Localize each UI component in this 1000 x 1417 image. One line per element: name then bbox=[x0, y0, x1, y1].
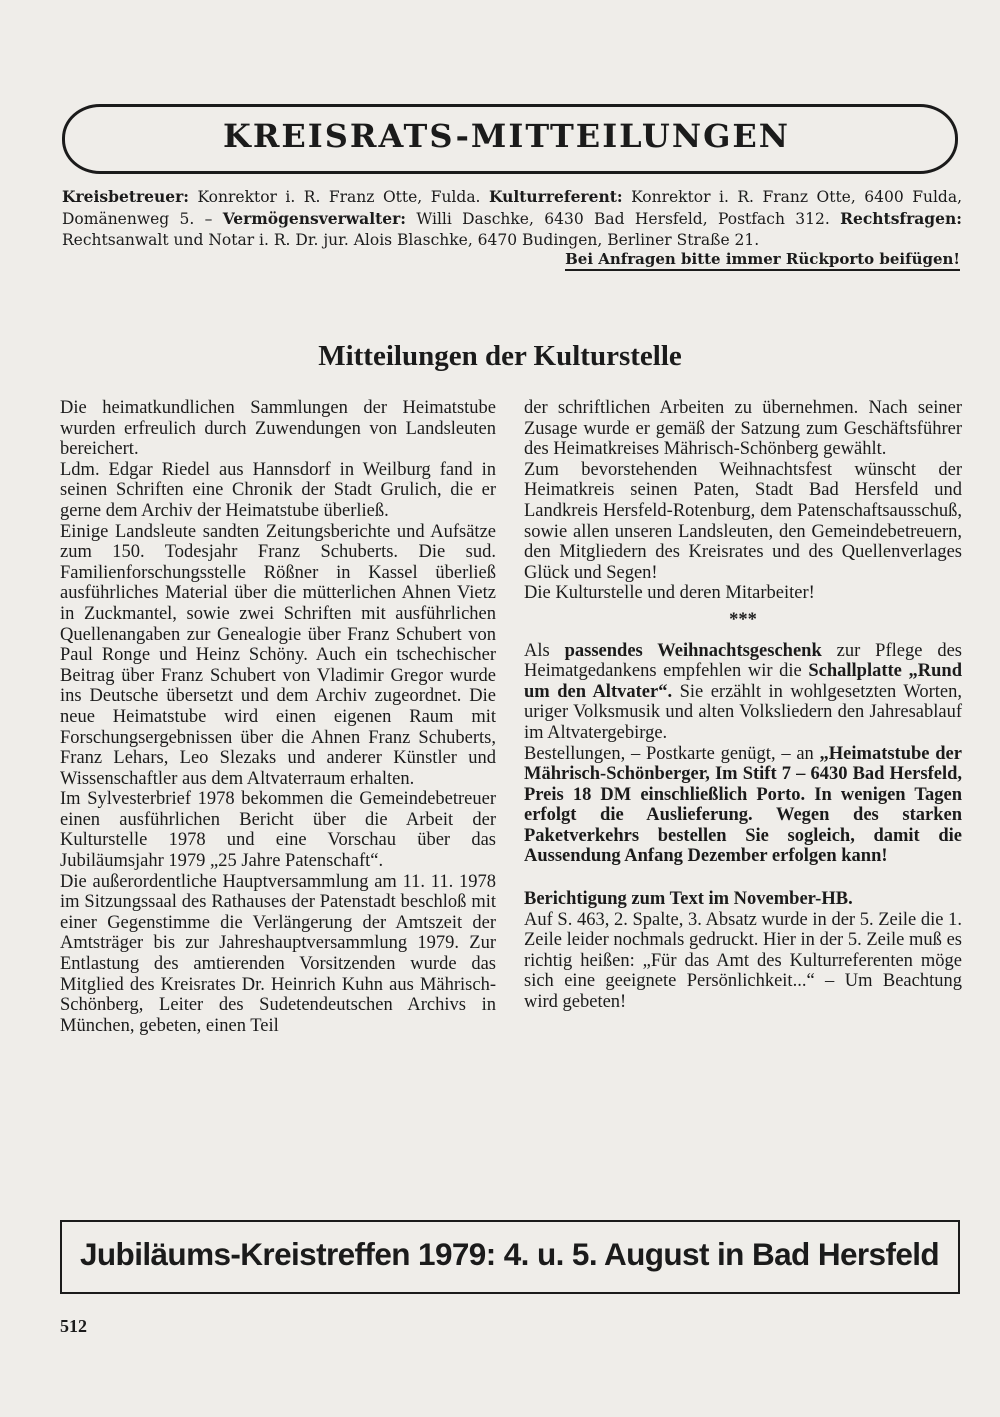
masthead-text-kulturreferent: Konrektor i. R. Franz Otte, 6400 Fulda, Domänenweg 5. – bbox=[62, 188, 962, 228]
paragraph: der schriftlichen Arbeiten zu übernehmen. Nach seiner Zusage wurde er gemäß der Satzung zum Geschäftsführer des Heimatkreises Mährisch-Schönberg gewählt. bbox=[524, 398, 962, 460]
title-banner bbox=[62, 104, 958, 174]
correction-heading bbox=[524, 889, 962, 910]
page-title: KREISRATS-MITTEILUNGEN bbox=[223, 117, 791, 155]
gift-text-2: zur Pflege des Heimatgedankens empfehlen wir die bbox=[524, 640, 962, 682]
return-postage-note: Bei Anfragen bitte immer Rückporto beifügen! bbox=[565, 250, 960, 271]
order-paragraph bbox=[524, 744, 962, 868]
right-column bbox=[524, 398, 962, 1013]
paragraph: Die Kulturstelle und deren Mitarbeiter! bbox=[524, 583, 815, 604]
separator-stars: *** bbox=[729, 609, 757, 630]
gift-paragraph bbox=[524, 641, 962, 744]
paragraph: Ldm. Edgar Riedel aus Hannsdorf in Weilburg fand in seinen Schriften eine Chronik der Stadt Grulich, die er gerne dem Archiv der Heimatstube überließ. bbox=[60, 459, 496, 521]
order-bold: „Heimatstube der Mährisch-Schönberger, Im Stift 7 – 6430 Bad Hersfeld, Preis 18 DM einschließlich Porto. In wenigen Tagen erfolgt die Auslieferung. Wegen des starken Paketverkehrs bestellen Sie sogleich, damit die Aussendung Anfang Dezember erfolgen kann! bbox=[524, 743, 962, 867]
gift-bold-2: Schallplatte „Rund um den Altvater“. bbox=[524, 661, 962, 702]
gift-text-3: Sie erzählt in wohlgesetzten Worten, uriger Volksmusik und alten Volksliedern den Jahresablauf im Altvatergebirge. bbox=[524, 681, 962, 743]
masthead-text-rechtsfragen: Rechtsanwalt und Notar i. R. Dr. jur. Alois Blaschke, 6470 Budingen, Berliner Straße 21. bbox=[62, 231, 760, 249]
masthead-label-kulturreferent: Kulturreferent: bbox=[488, 187, 623, 206]
masthead-label-rechtsfragen: Rechtsfragen: bbox=[840, 209, 962, 228]
reunion-banner-text: Jubiläums-Kreistreffen 1979: 4. u. 5. August in Bad Hersfeld bbox=[80, 1236, 940, 1272]
paragraph: Einige Landsleute sandten Zeitungsberichte und Aufsätze zum 150. Todesjahr Franz Schuberts. Die sud. Familienforschungsstelle Rößner in Kassel überließ ausführliches Material über die mütterlichen Ahnen Vietz in Zuckmantel, sowie zwei Schriften mit ausführlichen Quellenangaben zur Genealogie über Franz Schubert von Paul Ronge und Heinz Schöny. Auch ein tschechischer Beitrag über Franz Schubert von Vladimir Gregor wurde ins Deutsche übersetzt und dem Archiv zugeordnet. Die neue Heimatstube wird einen eigenen Raum mit Forschungsergebnissen über die Ahnen Franz Schuberts, Franz Lehars, Leo Slezaks und anderer Künstler und Wissenschaftler aus dem Altvaterraum erhalten. bbox=[60, 521, 496, 789]
masthead bbox=[62, 186, 962, 251]
correction-title: Berichtigung zum Text im November-HB. bbox=[524, 889, 853, 910]
page-number: 512 bbox=[60, 1316, 87, 1336]
correction-text: Auf S. 463, 2. Spalte, 3. Absatz wurde in der 5. Zeile die 1. Zeile leider nochmals gedruckt. Hier in der 5. Zeile muß es richtig heißen: „Für das Amt des Kulturreferenten möge sich eine geeignete Persönlichkeit...“ – Um Beachtung wird gebeten! bbox=[524, 909, 962, 1013]
masthead-label-vermoegensverwalter: Vermögensverwalter: bbox=[222, 209, 406, 228]
paragraph: Die außerordentliche Hauptversammlung am 11. 11. 1978 im Sitzungssaal des Rathauses der Patenstadt beschloß mit einer Gegenstimme die Verlängerung der Amtszeit der Amtsträger bis zur Jahreshauptversammlung 1979. Zur Entlastung des amtierenden Vorsitzenden wurde das Mitglied des Kreisrates Dr. Heinrich Kuhn aus Mährisch-Schönberg, Leiter des Sudetendeutschen Archivs in München, gebeten, einen Teil bbox=[60, 871, 496, 1036]
masthead-text-kreisbetreuer: Konrektor i. R. Franz Otte, Fulda. bbox=[189, 188, 489, 206]
paragraph: Zum bevorstehenden Weihnachtsfest wünscht der Heimatkreis seinen Paten, Stadt Bad Hersfeld und Landkreis Hersfeld-Rotenburg, dem Patenschaftsausschuß, sowie allen unseren Landsleuten, den Gemeindebetreuern, den Mitgliedern des Kreisrates und des Quellenverlages Glück und Segen! bbox=[524, 459, 962, 583]
section-title: Mitteilungen der Kulturstelle bbox=[318, 340, 682, 372]
order-text: Bestellungen, – Postkarte genügt, – an bbox=[524, 743, 820, 764]
paragraph: Im Sylvesterbrief 1978 bekommen die Gemeindebetreuer einen ausführlichen Bericht über die Arbeit der Kulturstelle 1978 und eine Vorschau über das Jubiläumsjahr 1979 „25 Jahre Patenschaft“. bbox=[60, 789, 496, 872]
masthead-text-vermoegensverwalter: Willi Daschke, 6430 Bad Hersfeld, Postfach 312. bbox=[406, 210, 841, 228]
reunion-banner bbox=[60, 1220, 960, 1294]
spacer bbox=[524, 867, 962, 889]
masthead-label-kreisbetreuer: Kreisbetreuer: bbox=[62, 187, 190, 206]
paragraph: Die heimatkundlichen Sammlungen der Heimatstube wurden erfreulich durch Zuwendungen von Landsleuten bereichert. bbox=[60, 398, 496, 460]
gift-text-1: Als bbox=[524, 640, 565, 661]
gift-bold-1: passendes Weihnachtsgeschenk bbox=[564, 640, 822, 661]
left-column bbox=[60, 398, 496, 1036]
